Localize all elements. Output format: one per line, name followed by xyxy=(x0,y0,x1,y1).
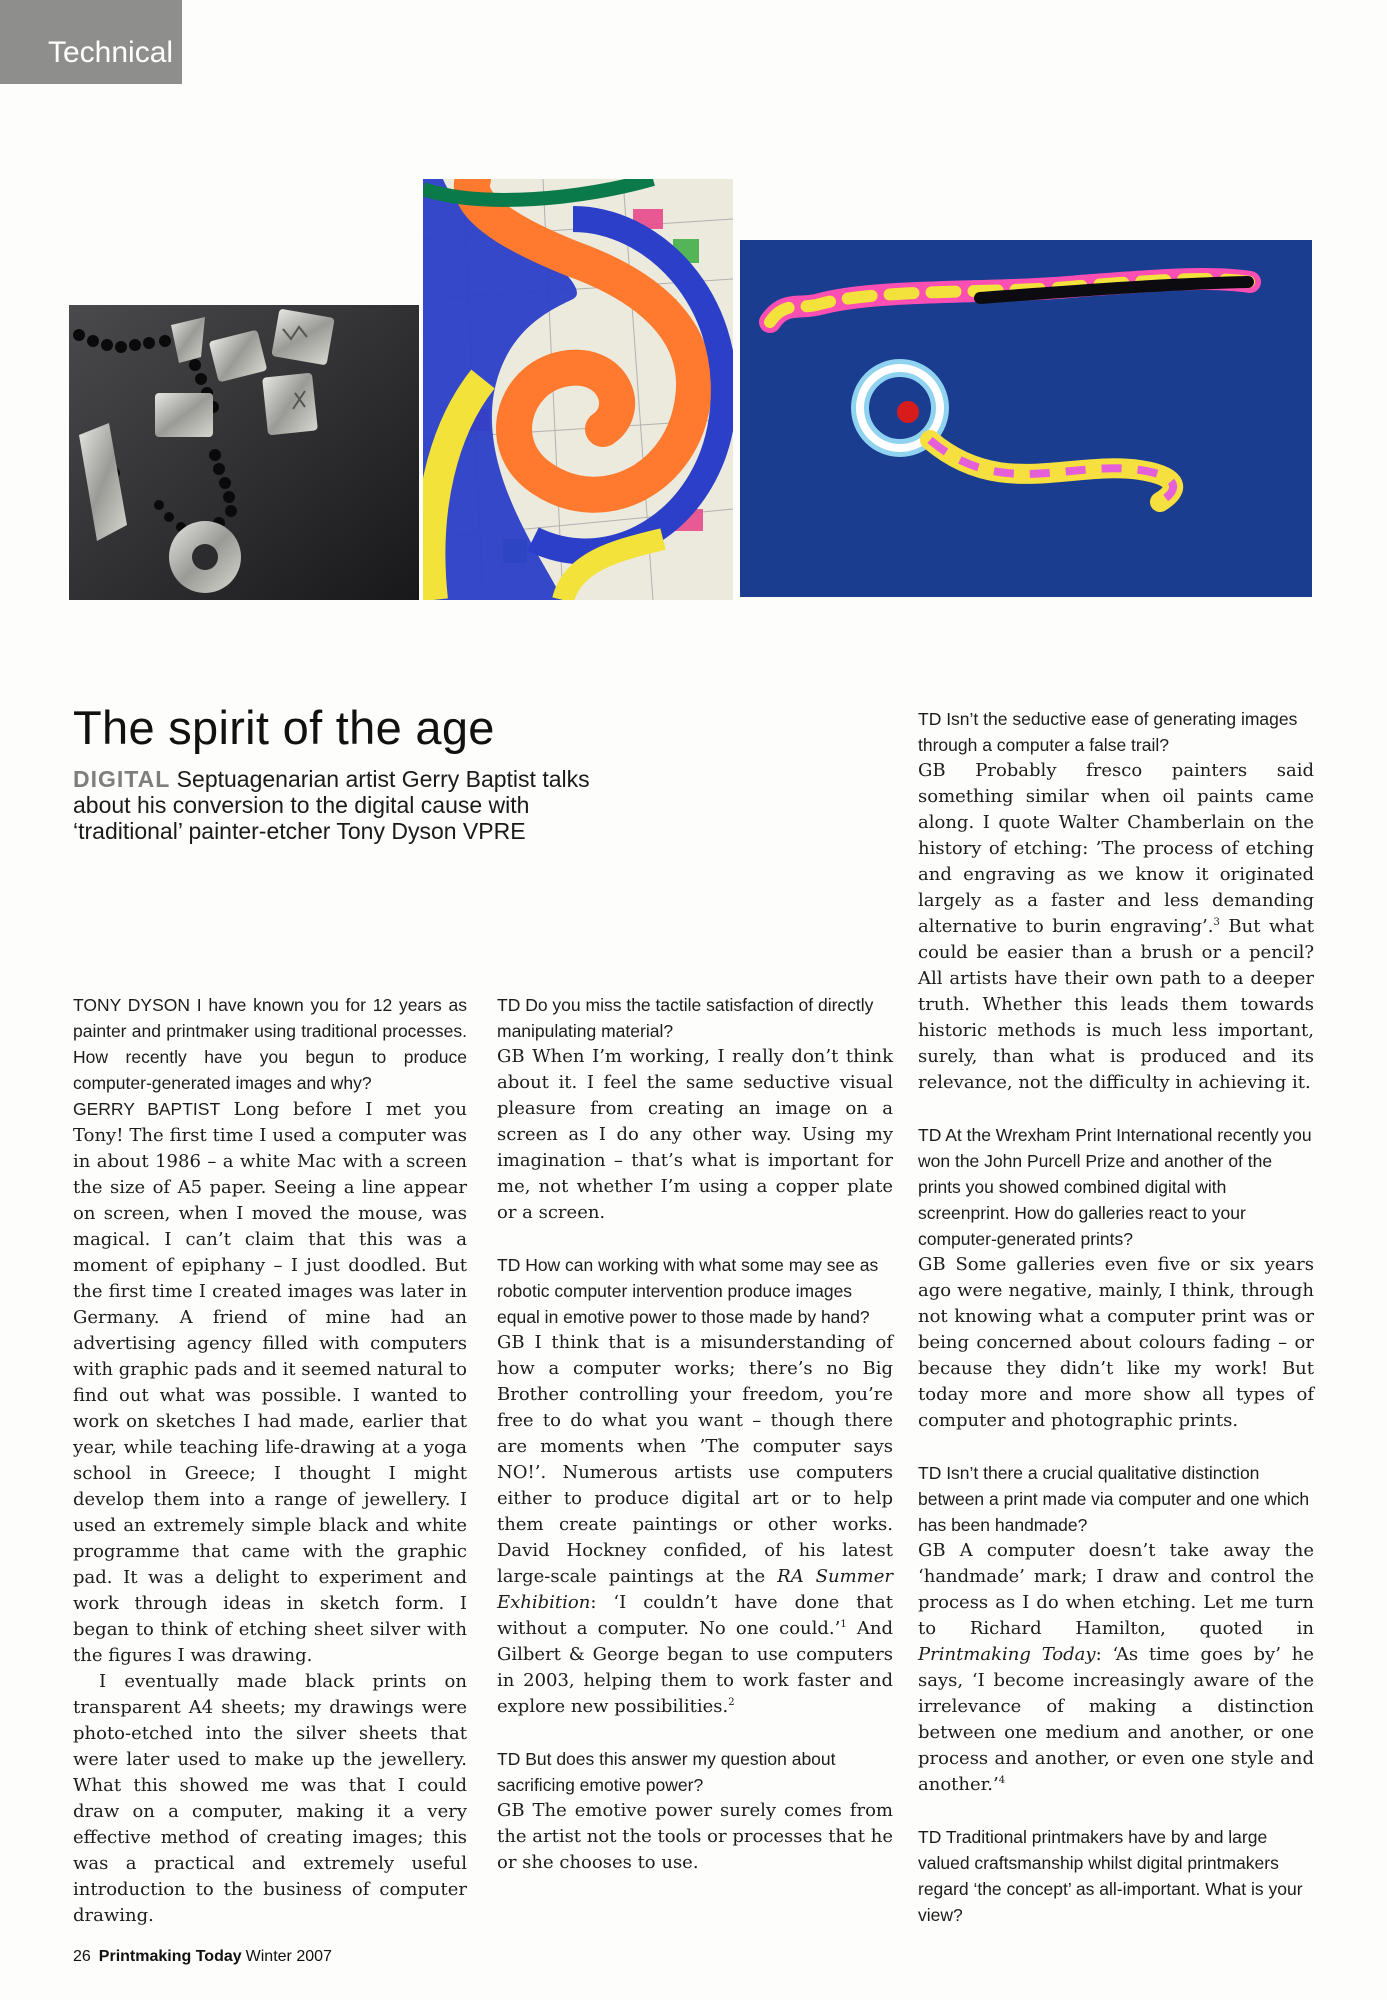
spiral-map-print xyxy=(423,179,733,600)
question-7: TD Traditional printmakers have by and large valued craftsmanship whilst digital printmakers regard ‘the concept’ as all-important. What is your view? xyxy=(918,1827,1303,1925)
answer-3: GB The emotive power surely comes from the artist not the tools or processes that he or she chooses to use. xyxy=(497,1800,893,1873)
answer-1: GB When I’m working, I really don’t think about it. I feel the same seductive visual pleasure from creating an image on a screen as I do any other way. Using my imagination – that’s what is important for me, not whether I’m using a copper plate or a screen. xyxy=(497,1046,893,1223)
answer-4 xyxy=(918,758,1314,1096)
footnote-ref-1: 1 xyxy=(840,1619,847,1630)
question-6: TD Isn’t there a crucial qualitative distinction between a print made via computer and one which has been handmade? xyxy=(918,1463,1310,1535)
question-1: TD Do you miss the tactile satisfaction of directly manipulating material? xyxy=(497,995,874,1041)
answer-5: GB Some galleries even five or six years ago were negative, mainly, I think, through not knowing what a computer print was or being concerned about colours fading – or because they didn’t like my work! But today more and more show all types of computer and photographic prints. xyxy=(918,1254,1314,1431)
question-4: TD Isn’t the seductive ease of generating images through a computer a false trail? xyxy=(918,709,1298,755)
footnote-ref-2: 2 xyxy=(728,1697,735,1708)
answer-2-text: GB I think that is a misunderstanding of how a computer works; there’s no Big Brother controlling your freedom, you’re free to do what you want – though there are moments when ’The computer says NO!’. Numerous artists use computers either to produce digital art or to help them create paintings or other works. David Hockney confided, of his latest large-scale paintings at the xyxy=(497,1332,893,1587)
answer-2-end: And Gilbert & George began to use computers in 2003, helping them to work faster and explore new possibilities. xyxy=(497,1618,893,1717)
standfirst-text: Septuagenarian artist Gerry Baptist talks about his conversion to the digital cause with ‘traditional’ painter-etcher Tony Dyson VPRE xyxy=(73,766,590,844)
standfirst xyxy=(73,766,633,844)
intro-text: I have known you for 12 years as painter and printmaker using traditional processes. How recently have you begun to produce computer-generated images and why? xyxy=(73,995,468,1093)
intro-answer-continued: I eventually made black prints on transparent A4 sheets; my drawings were photo-etched into the silver sheets that were later used to make up the jewellery. What this showed me was that I could draw on a computer, making it a very effective method of creating images; this was a practical and extremely useful introduction to the business of computer drawing. xyxy=(73,1671,467,1926)
section-label: Technical xyxy=(48,36,174,69)
question-2: TD How can working with what some may see as robotic computer intervention produce images equal in emotive power to those made by hand? xyxy=(497,1255,879,1327)
answer-2 xyxy=(497,1330,893,1720)
footnote-ref-3: 3 xyxy=(1213,917,1220,928)
section-tab xyxy=(0,0,182,84)
column-2 xyxy=(497,992,893,1876)
standfirst-kicker: DIGITAL xyxy=(73,766,171,792)
reply-speaker: GERRY BAPTIST xyxy=(73,1099,221,1119)
blue-abstract-print xyxy=(740,240,1312,597)
publication-name: Printmaking Today xyxy=(98,1948,242,1965)
page-number: 26 xyxy=(73,1948,91,1965)
intro-answer xyxy=(73,1096,467,1669)
question-5: TD At the Wrexham Print International recently you won the John Purcell Prize and another of the prints you showed combined digital with screenprint. How do galleries react to your computer-generated prints? xyxy=(918,1125,1312,1249)
headline: The spirit of the age xyxy=(73,701,495,754)
answer-2-exhibition: RA Summer Exhibition xyxy=(497,1566,893,1613)
answer-6-publication: Printmaking Today xyxy=(918,1644,1096,1665)
page-footer xyxy=(73,1948,332,1966)
question-3: TD But does this answer my question about sacrificing emotive power? xyxy=(497,1749,836,1795)
answer-2-quote: : ‘I couldn’t have done that without a computer. No one could.’ xyxy=(497,1592,893,1639)
column-1 xyxy=(73,992,467,1929)
answer-6 xyxy=(918,1538,1314,1798)
jewellery-illustration xyxy=(69,305,419,600)
intro-question xyxy=(73,992,467,1096)
issue-label: Winter 2007 xyxy=(245,1948,332,1965)
spiral-illustration xyxy=(423,179,733,600)
intro-speaker: TONY DYSON xyxy=(73,995,190,1015)
footnote-ref-4: 4 xyxy=(998,1775,1006,1786)
answer-6-quote: : ‘As time goes by’ he says, ‘I become increasingly aware of the irrelevance of making a distinction between one medium and another, or one process and another, or even one style and another.’ xyxy=(918,1644,1315,1795)
squiggle-illustration xyxy=(740,240,1312,597)
answer-4-end: But what could be easier than a brush or a pencil? All artists have their own path to a deeper truth. Whether this leads them towards historic methods is much less important, surely, than what is produced and its relevance, not the difficulty in achieving it. xyxy=(918,916,1314,1093)
reply-text: Long before I met you Tony! The first time I used a computer was in about 1986 – a white Mac with a screen the size of A5 paper. Seeing a line appear on screen, when I moved the mouse, was magical. I can’t claim that this was a moment of epiphany – I just doodled. But the first time I created images was later in Germany. A friend of mine had an advertising agency filled with computers with graphic pads and it seemed natural to find out what was possible. I wanted to work on sketches I had made, earlier that year, while teaching life-drawing at a yoga school in Greece; I thought I might develop them into a range of jewellery. I used an extremely simple black and white programme that came with the graphic pad. It was a delight to experiment and work through ideas in sketch form. I began to think of etching sheet silver with the figures I was drawing. xyxy=(73,1099,468,1666)
column-3 xyxy=(918,706,1314,1928)
answer-4-text: GB Probably fresco painters said something similar when oil paints came along. I quote Walter Chamberlain on the history of etching: ’The process of etching and engraving as we know it originated largely as a faster and less demanding alternative to burin engraving’. xyxy=(918,760,1314,937)
answer-6-text: GB A computer doesn’t take away the ‘handmade’ mark; I draw and control the process as I do when etching. Let me turn to Richard Hamilton, quoted in xyxy=(918,1540,1314,1639)
jewellery-photo xyxy=(69,305,419,600)
